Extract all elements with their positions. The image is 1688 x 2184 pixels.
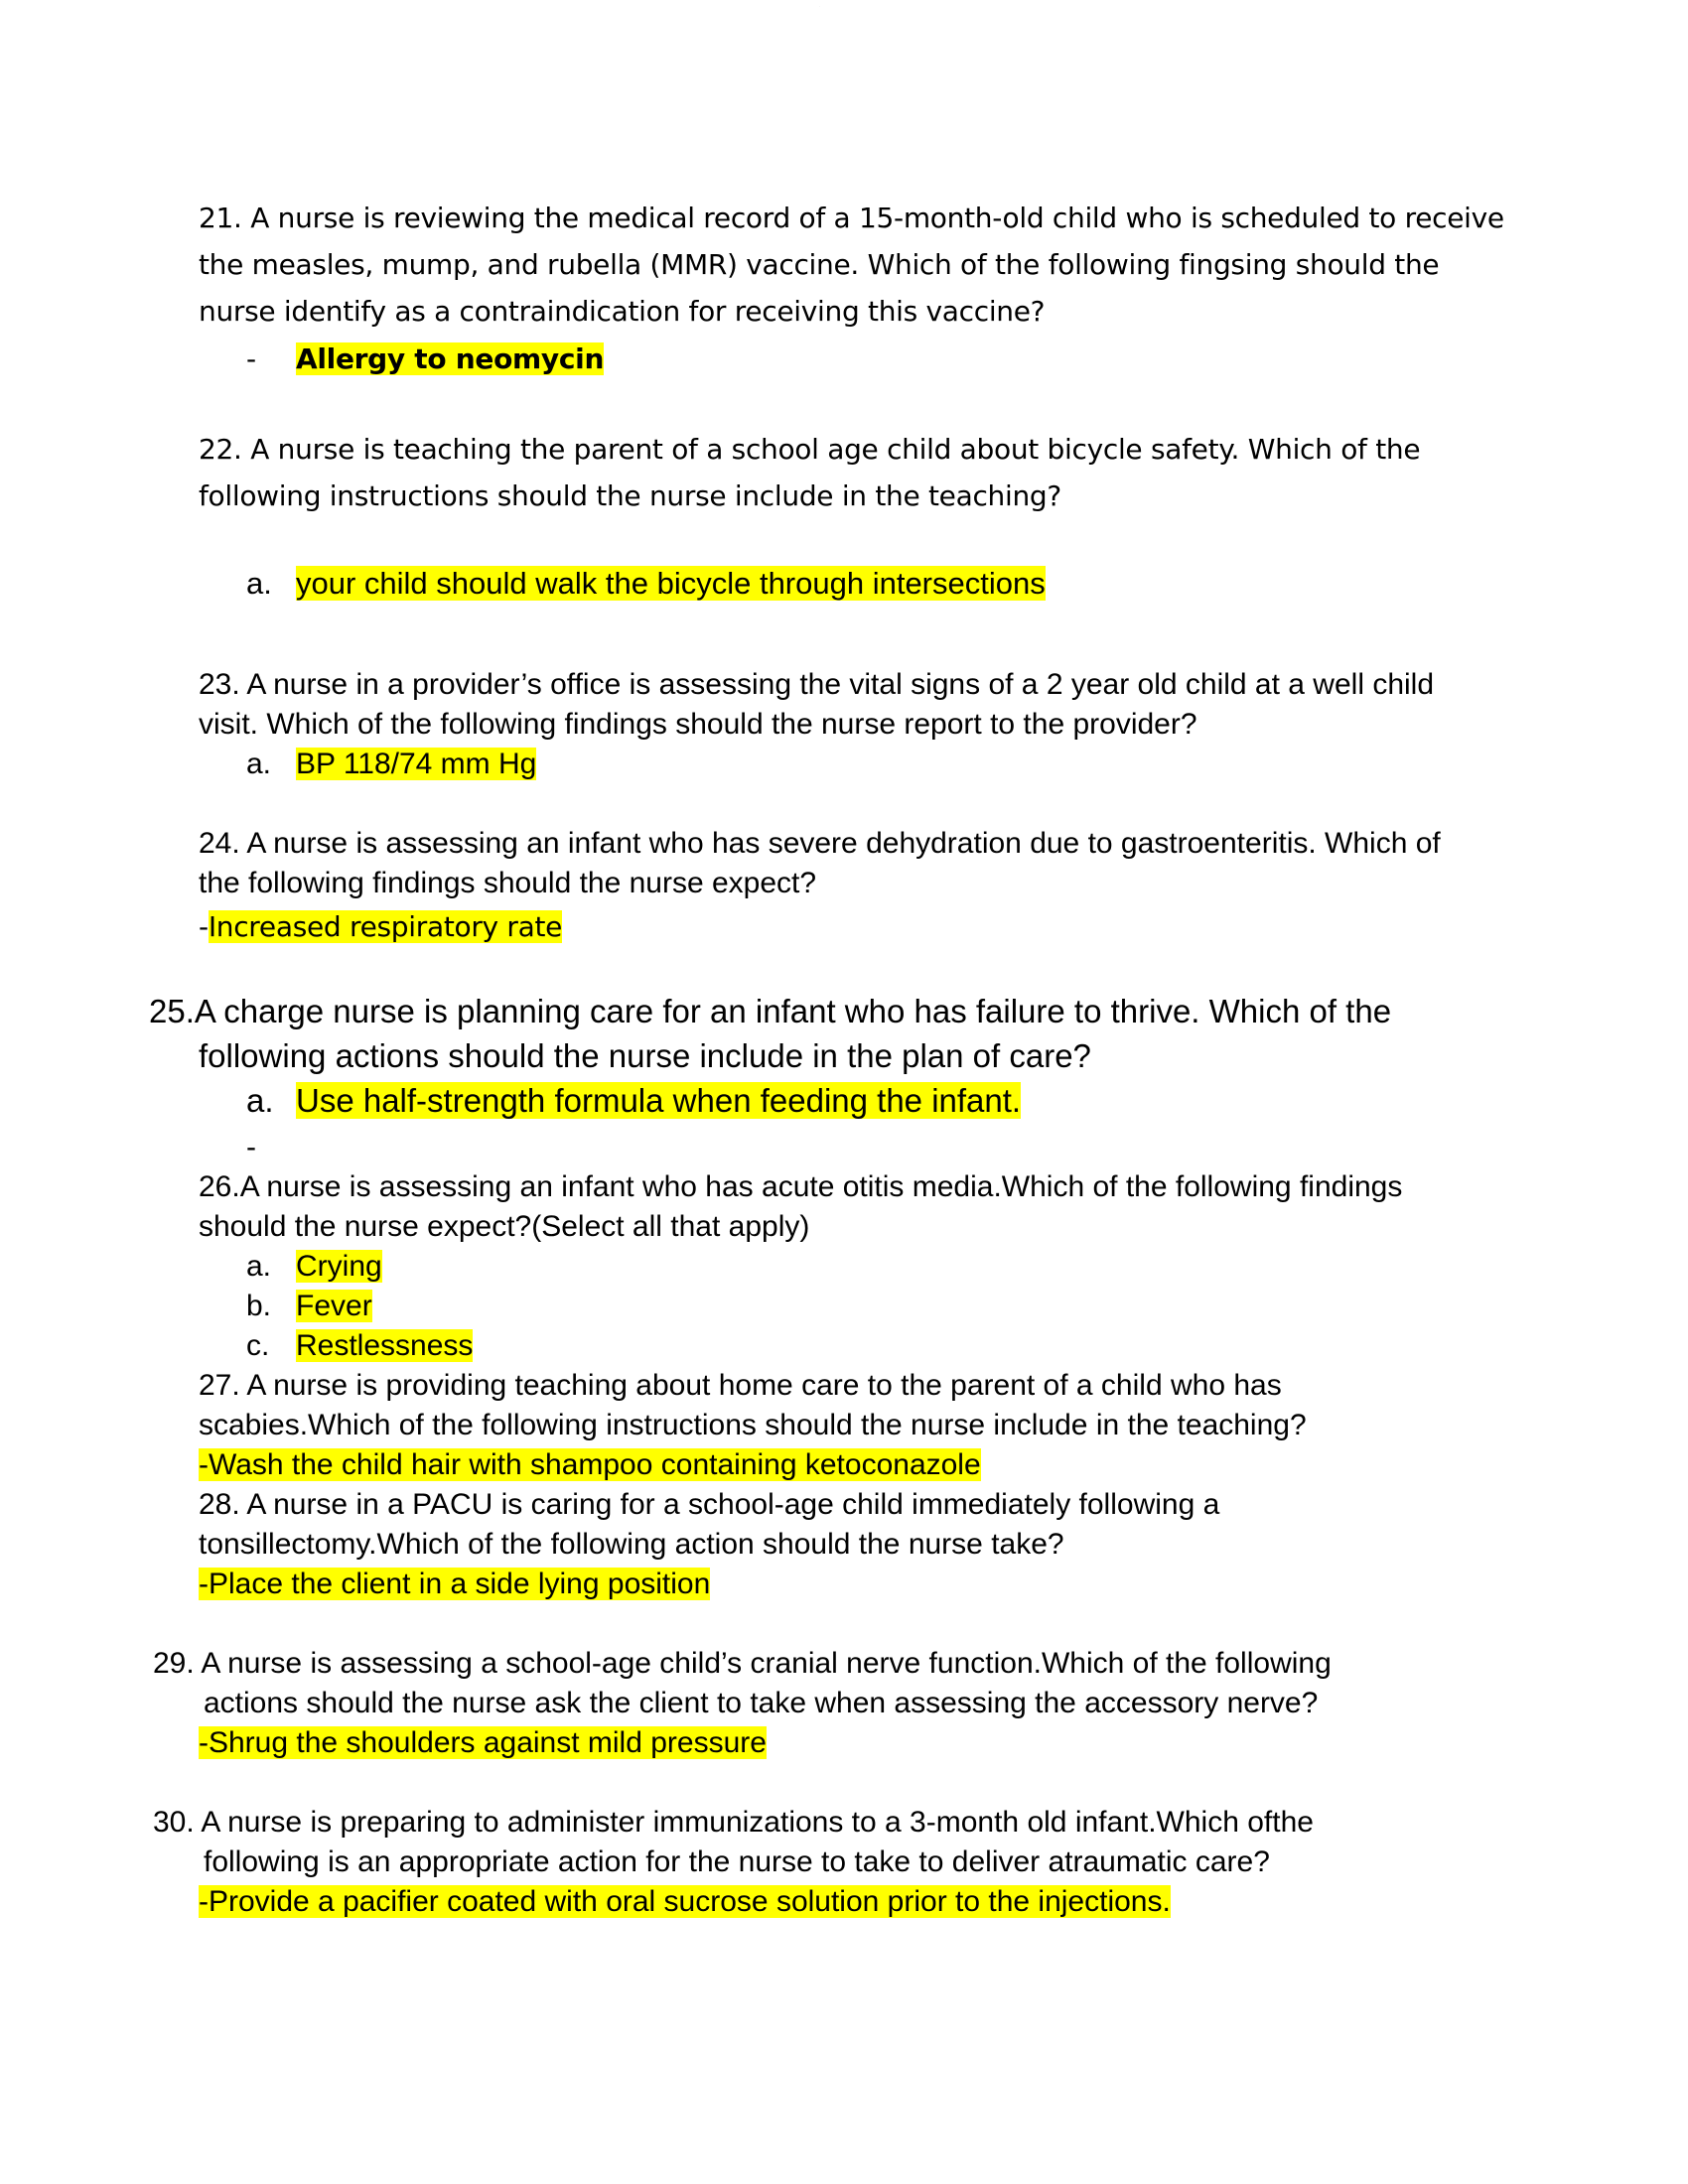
highlighted-answer: Allergy to neomycin: [296, 342, 605, 375]
question-text-line: 21. A nurse is reviewing the medical record of a 15-month-old child who is scheduled to receive: [199, 202, 1504, 234]
question-text-line: 27. A nurse is providing teaching about home care to the parent of a child who has: [199, 1369, 1282, 1402]
highlighted-answer: Restlessness: [296, 1329, 474, 1362]
question-text-line: actions should the nurse ask the client to take when assessing the accessory nerve?: [204, 1687, 1319, 1719]
question-24: [199, 824, 1441, 903]
question-text-line: the measles, mump, and rubella (MMR) vaccine. Which of the following fingsing should the: [199, 248, 1440, 281]
question-27: [199, 1366, 1307, 1485]
answer-30: [153, 1882, 1314, 1922]
highlighted-answer: -Provide a pacifier coated with oral sucrose solution prior to the injections.: [199, 1885, 1171, 1918]
question-text-line: the following findings should the nurse expect?: [199, 867, 817, 899]
answer-21: [246, 336, 604, 382]
answer-prefix: -: [199, 910, 209, 943]
answer-23: [246, 745, 536, 784]
question-text-line: 29. A nurse is assessing a school-age child’s cranial nerve function.Which of the following: [153, 1647, 1332, 1680]
highlighted-answer: -Wash the child hair with shampoo containing ketoconazole: [199, 1448, 981, 1481]
question-text-line: following is an appropriate action for the nurse to take to deliver atraumatic care?: [204, 1845, 1270, 1878]
highlighted-answer: your child should walk the bicycle through intersections: [296, 566, 1046, 601]
question-text-line: should the nurse expect?(Select all that apply): [199, 1210, 810, 1243]
question-text-line: 23. A nurse in a provider’s office is assessing the vital signs of a 2 year old child at a well child: [199, 668, 1435, 701]
question-text-line: 26.A nurse is assessing an infant who has acute otitis media.Which of the following findings: [199, 1170, 1403, 1203]
option-marker: a.: [246, 566, 272, 601]
answer-26-option-b: [246, 1287, 372, 1326]
question-29: [153, 1644, 1332, 1763]
trailing-dash: -: [246, 1131, 256, 1163]
question-26: [199, 1167, 1402, 1247]
question-text-line: 30. A nurse is preparing to administer immunizations to a 3-month old infant.Which ofthe: [153, 1806, 1314, 1839]
answer-22: [246, 564, 1046, 604]
question-text-line: visit. Which of the following findings should the nurse report to the provider?: [199, 708, 1197, 741]
answer-27: [199, 1445, 1307, 1485]
question-28: [199, 1485, 1219, 1604]
highlighted-answer: -Shrug the shoulders against mild pressure: [199, 1726, 767, 1759]
question-text-line: 24. A nurse is assessing an infant who has severe dehydration due to gastroenteritis. Which of: [199, 827, 1441, 860]
answer-24: [199, 903, 562, 950]
question-text-line: scabies.Which of the following instructions should the nurse include in the teaching?: [199, 1409, 1307, 1441]
option-marker: c.: [246, 1329, 270, 1362]
highlighted-answer: BP 118/74 mm Hg: [296, 748, 537, 780]
answer-25: [246, 1078, 1021, 1123]
question-text-line: 25.A charge nurse is planning care for an infant who has failure to thrive. Which of the: [149, 993, 1392, 1029]
highlighted-answer: -Place the client in a side lying position: [199, 1568, 711, 1600]
question-25: [149, 989, 1391, 1078]
option-marker: a.: [246, 1082, 274, 1119]
question-number: 25.: [149, 993, 195, 1029]
answer-28: [199, 1565, 1219, 1604]
question-text-line: following instructions should the nurse include in the teaching?: [199, 479, 1061, 512]
question-23: [199, 665, 1434, 745]
answer-26-option-c: [246, 1326, 473, 1366]
highlighted-answer: Increased respiratory rate: [208, 910, 563, 943]
option-marker: b.: [246, 1290, 272, 1322]
option-marker: a.: [246, 1250, 272, 1283]
question-text-line: 22. A nurse is teaching the parent of a school age child about bicycle safety. Which of the: [199, 433, 1421, 466]
question-text-line: 28. A nurse in a PACU is caring for a school-age child immediately following a: [199, 1488, 1220, 1521]
highlighted-answer: Use half-strength formula when feeding the infant.: [296, 1082, 1022, 1119]
question-text-line: tonsillectomy.Which of the following action should the nurse take?: [199, 1528, 1064, 1561]
answer-26-option-a: [246, 1247, 382, 1287]
question-text-line: nurse identify as a contraindication for receiving this vaccine?: [199, 295, 1046, 328]
question-30: [153, 1803, 1314, 1922]
question-22: [199, 426, 1420, 519]
answer-29: [153, 1723, 1332, 1763]
option-marker: -: [246, 342, 256, 375]
option-marker: a.: [246, 748, 272, 780]
question-text-line: following actions should the nurse include in the plan of care?: [199, 1037, 1091, 1074]
page-header-mark: ·: [819, 4, 820, 8]
highlighted-answer: Crying: [296, 1250, 382, 1283]
question-21: [199, 195, 1504, 335]
highlighted-answer: Fever: [296, 1290, 372, 1322]
